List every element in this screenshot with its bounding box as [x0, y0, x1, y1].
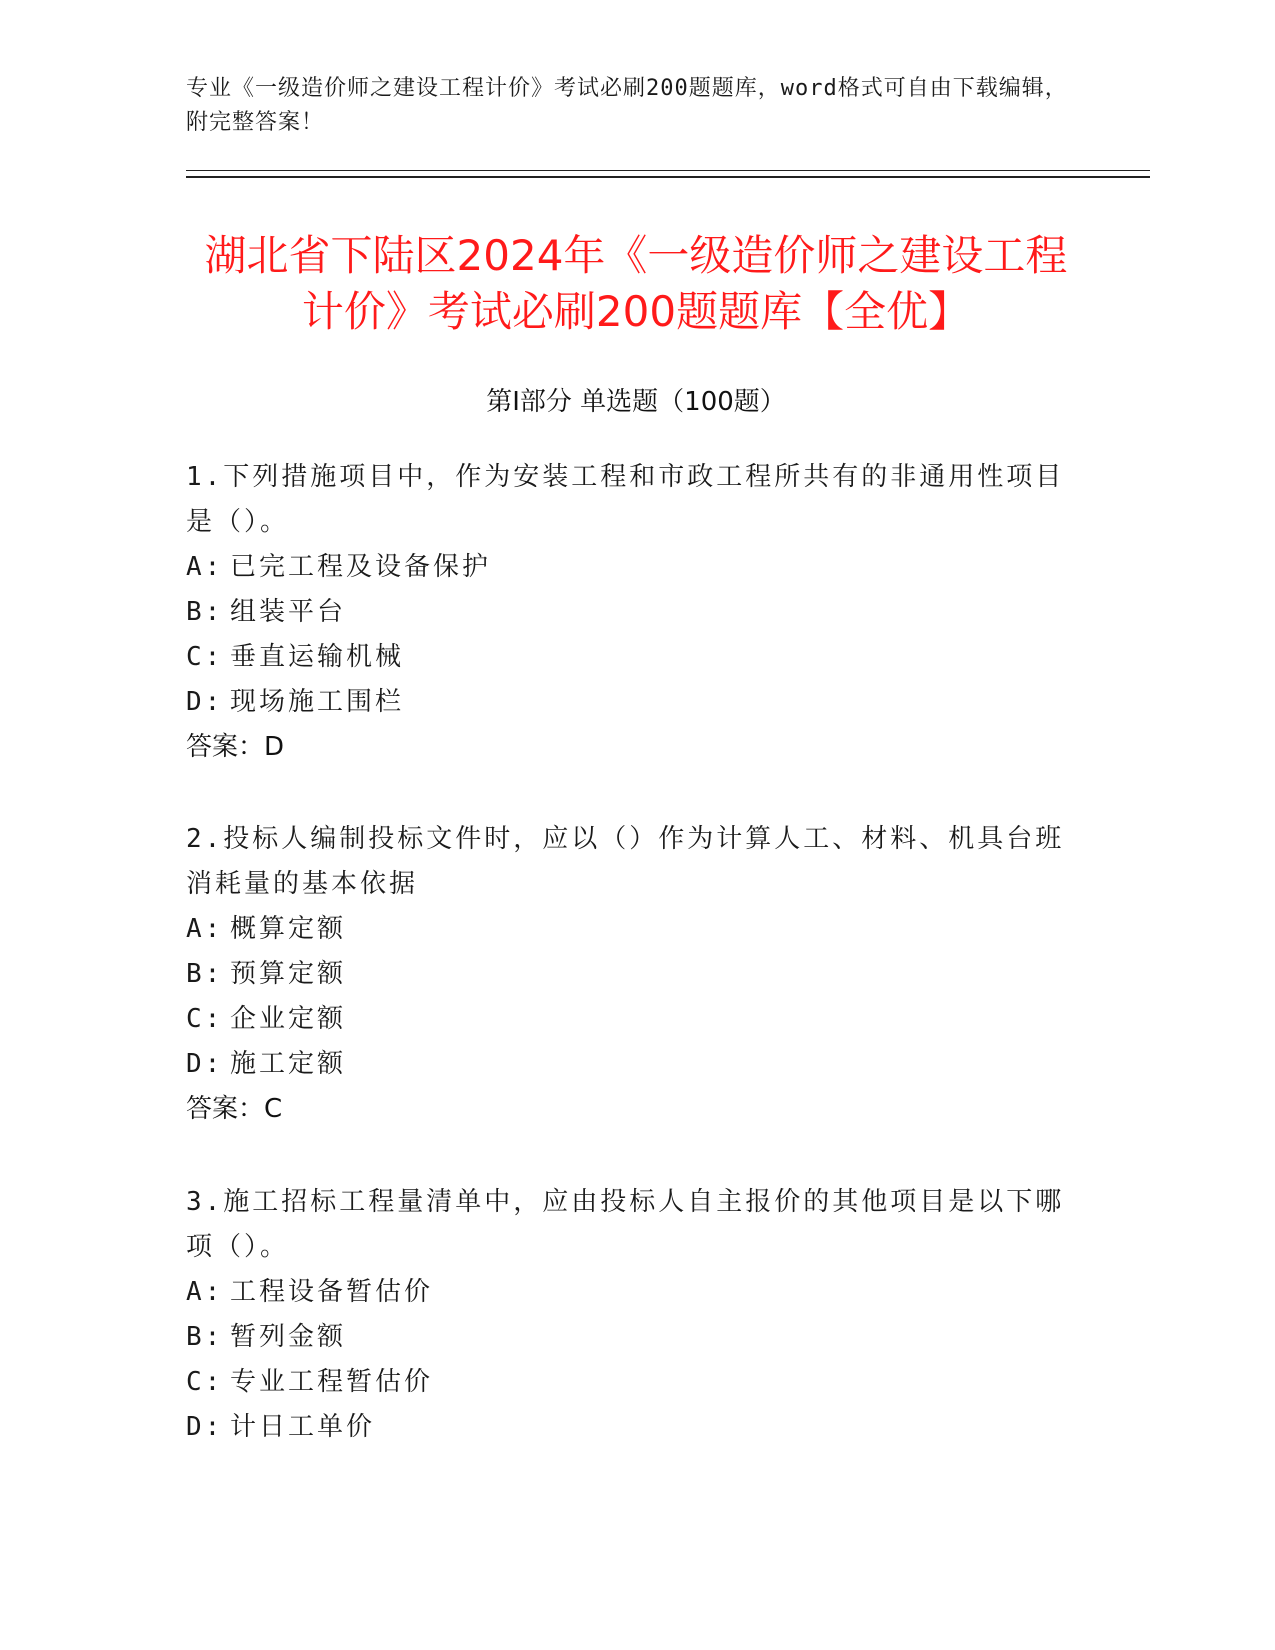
option-letter: D:: [186, 1412, 224, 1442]
option-text: 垂直运输机械: [230, 642, 405, 672]
header-note: 专业《一级造价师之建设工程计价》考试必刷200题题库，word格式可自由下载编辑，附完整答案！: [186, 76, 1068, 135]
question-stem: 2.投标人编制投标文件时，应以（）作为计算人工、材料、机具台班消耗量的基本依据: [186, 824, 1065, 899]
option-b: [186, 952, 1086, 997]
option-letter: B:: [186, 1322, 224, 1352]
option-letter: D:: [186, 687, 224, 717]
option-letter: C:: [186, 1004, 224, 1034]
question-1: [186, 455, 1086, 770]
option-text: 概算定额: [230, 914, 347, 944]
option-b: [186, 1315, 1086, 1360]
option-d: [186, 680, 1086, 725]
option-a: [186, 907, 1086, 952]
question-3: [186, 1180, 1086, 1450]
option-a: [186, 545, 1086, 590]
question-stem: 3.施工招标工程量清单中，应由投标人自主报价的其他项目是以下哪项（）。: [186, 1187, 1065, 1262]
option-letter: A:: [186, 1277, 224, 1307]
option-c: [186, 635, 1086, 680]
option-letter: A:: [186, 552, 224, 582]
option-letter: A:: [186, 914, 224, 944]
option-a: [186, 1270, 1086, 1315]
option-text: 企业定额: [230, 1004, 347, 1034]
option-text: 施工定额: [230, 1049, 347, 1079]
question-2: [186, 817, 1086, 1132]
option-letter: C:: [186, 642, 224, 672]
answer-line: 答案：D: [186, 732, 285, 762]
option-text: 预算定额: [230, 959, 347, 989]
header-divider-thick: [186, 176, 1150, 178]
option-text: 工程设备暂估价: [230, 1277, 434, 1307]
option-text: 专业工程暂估价: [230, 1367, 434, 1397]
option-text: 计日工单价: [230, 1412, 376, 1442]
option-text: 已完工程及设备保护: [230, 552, 492, 582]
option-c: [186, 997, 1086, 1042]
option-text: 组装平台: [230, 597, 347, 627]
question-stem: 1.下列措施项目中，作为安装工程和市政工程所共有的非通用性项目是（）。: [186, 462, 1065, 537]
option-letter: D:: [186, 1049, 224, 1079]
option-text: 暂列金额: [230, 1322, 347, 1352]
option-letter: C:: [186, 1367, 224, 1397]
option-d: [186, 1405, 1086, 1450]
section-title: 第Ⅰ部分 单选题（100题）: [486, 387, 786, 417]
document-title: 湖北省下陆区2024年《一级造价师之建设工程计价》考试必刷200题题库【全优】: [204, 231, 1068, 336]
option-text: 现场施工围栏: [230, 687, 405, 717]
option-letter: B:: [186, 959, 224, 989]
header-divider-thin: [186, 170, 1150, 171]
option-b: [186, 590, 1086, 635]
option-c: [186, 1360, 1086, 1405]
answer-line: 答案：C: [186, 1094, 283, 1124]
option-letter: B:: [186, 597, 224, 627]
option-d: [186, 1042, 1086, 1087]
